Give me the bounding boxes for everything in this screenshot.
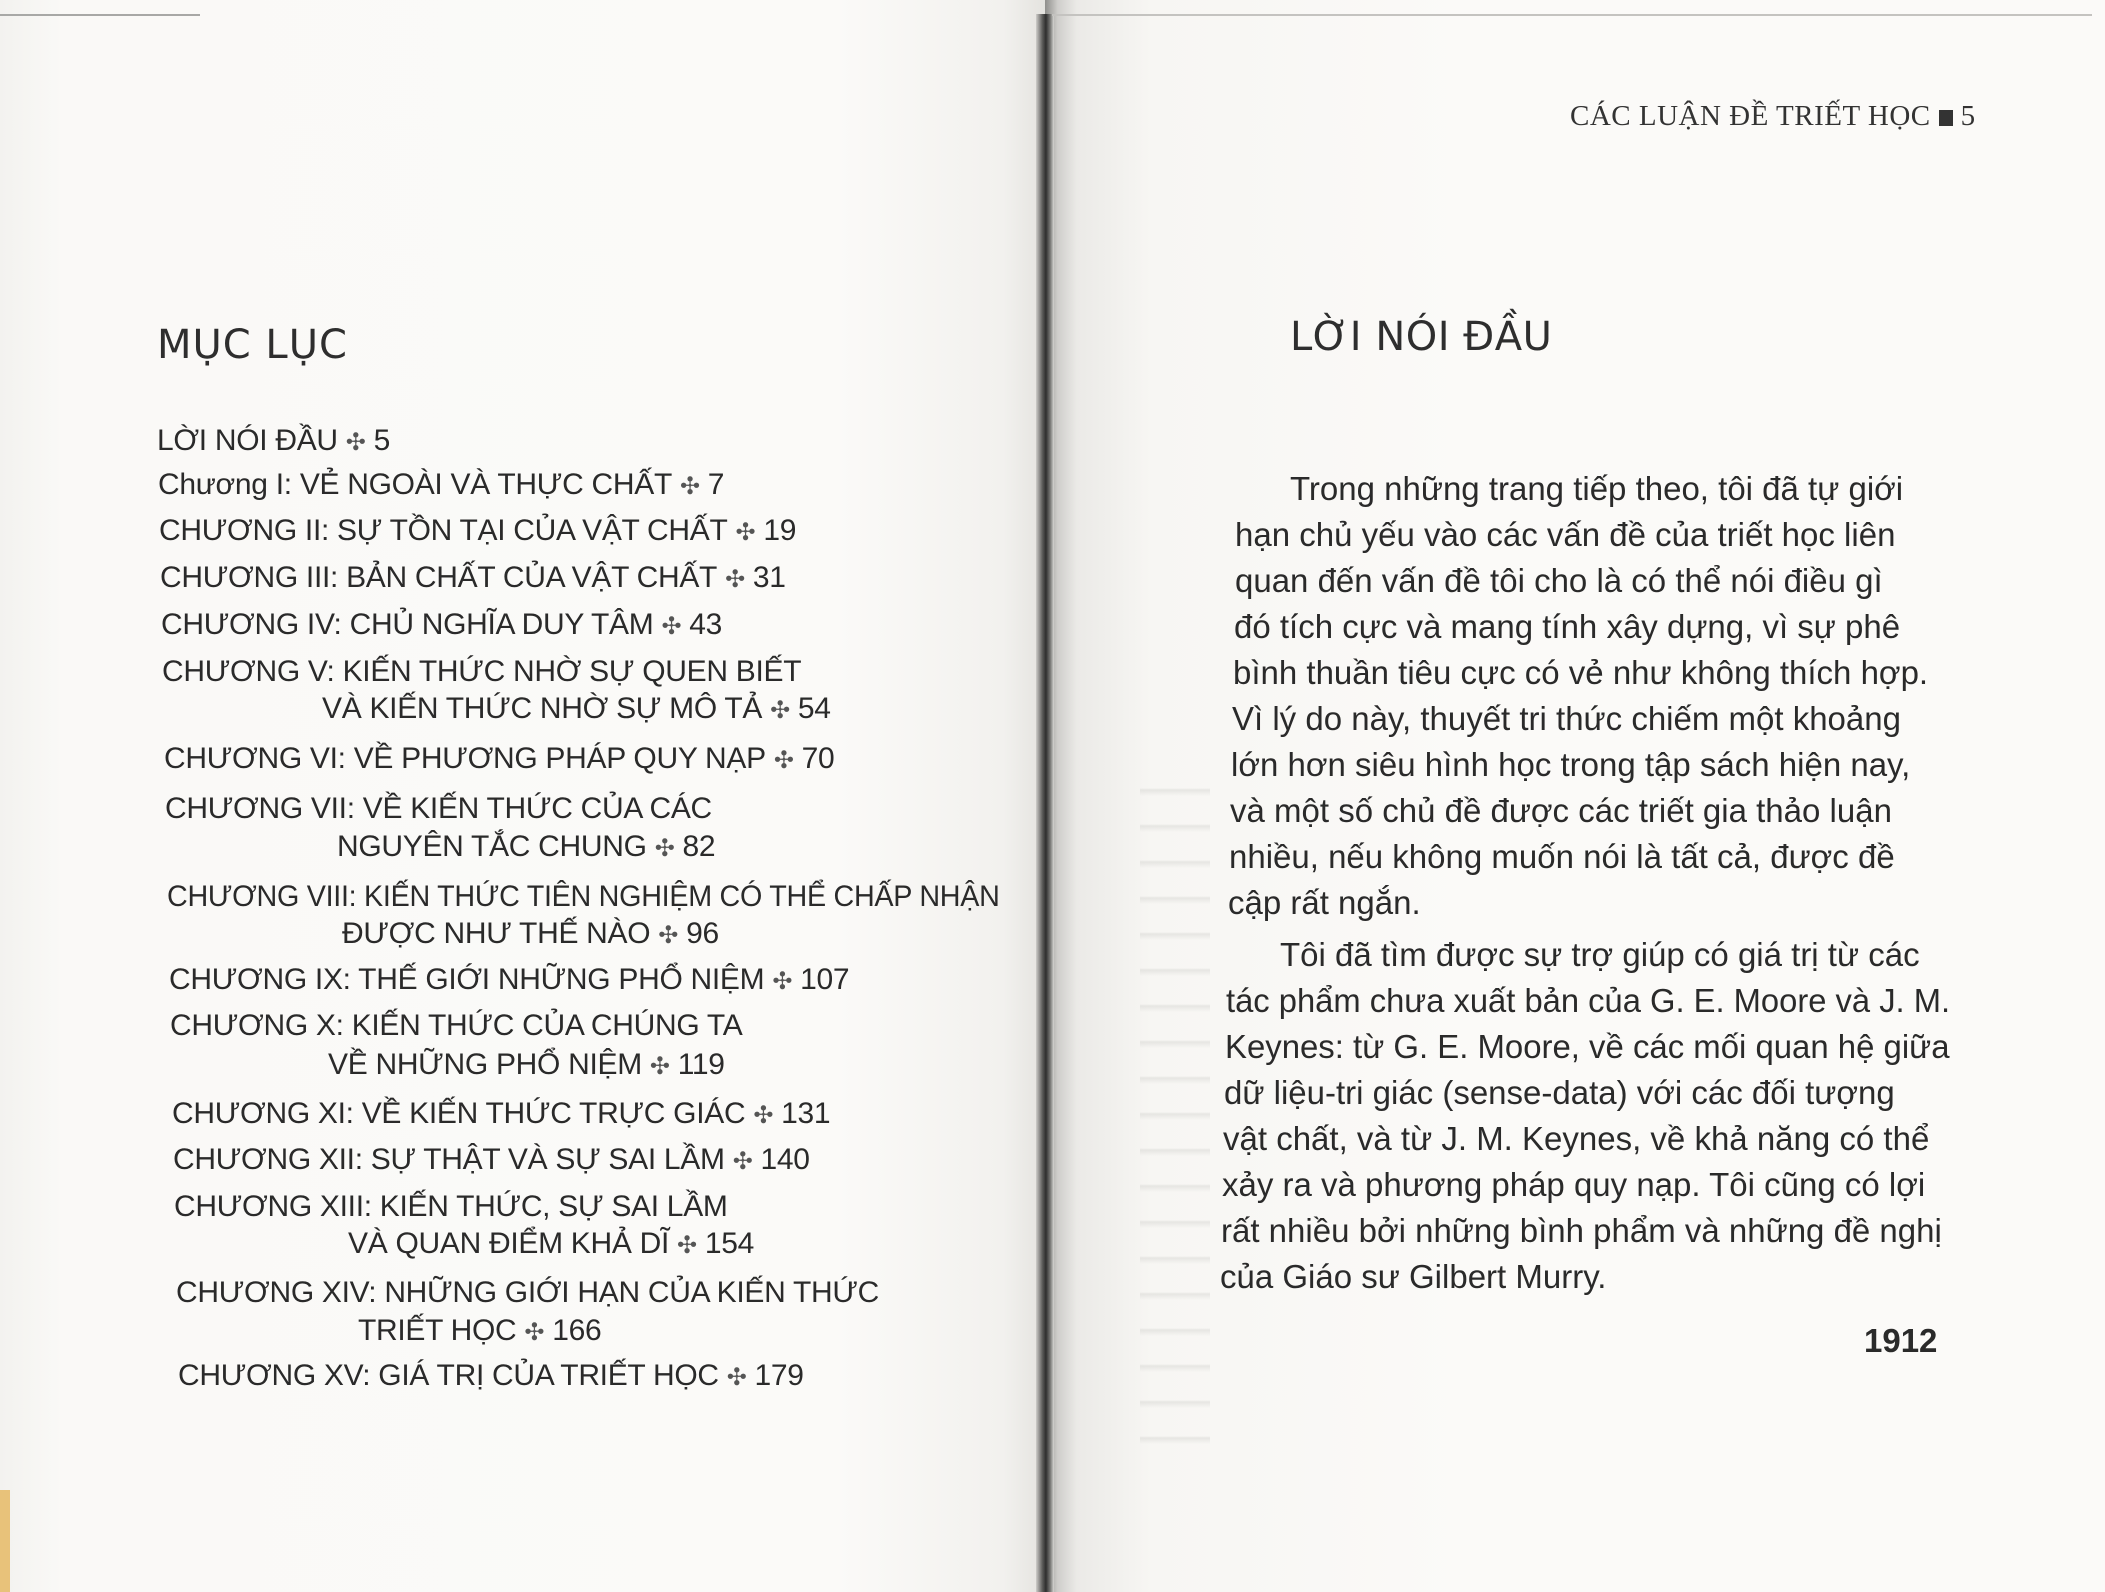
ornament-icon: ✣ xyxy=(770,697,790,724)
toc-entry-19: CHƯƠNG XIV: NHỮNG GIỚI HẠN CỦA KIẾN THỨC xyxy=(176,1276,880,1309)
toc-entry-0: LỜI NÓI ĐẦU ✣ 5 xyxy=(157,424,390,457)
toc-entry-8: CHƯƠNG VII: VỀ KIẾN THỨC CỦA CÁC xyxy=(165,792,712,825)
toc-entry-4: CHƯƠNG IV: CHỦ NGHĨA DUY TÂM ✣ 43 xyxy=(161,608,723,641)
toc-entry-9: NGUYÊN TẮC CHUNG ✣ 82 xyxy=(337,830,716,863)
ornament-icon: ✣ xyxy=(524,1319,545,1346)
preface-line: đó tích cực và mang tính xây dựng, vì sự phê xyxy=(1234,608,1901,645)
preface-line: dữ liệu-tri giác (sense-data) với các đối tượng xyxy=(1224,1074,1895,1111)
preface-line: Keynes: từ G. E. Moore, về các mối quan hệ giữa xyxy=(1225,1028,1950,1065)
page-top-edge xyxy=(0,14,200,16)
preface-line: vật chất, và từ J. M. Keynes, về khả năng có thể xyxy=(1223,1120,1930,1157)
ornament-icon: ✣ xyxy=(649,1053,670,1080)
ornament-icon: ✣ xyxy=(654,835,675,862)
preface-line: lớn hơn siêu hình học trong tập sách hiện nay, xyxy=(1231,746,1911,783)
preface-line: quan đến vấn đề tôi cho là có thể nói điều gì xyxy=(1235,562,1883,599)
preface-line: tác phẩm chưa xuất bản của G. E. Moore và J. M. xyxy=(1226,982,1951,1019)
running-head: CÁC LUẬN ĐỀ TRIẾT HỌC 5 xyxy=(1570,100,1976,132)
preface-line: rất nhiều bởi những bình phẩm và những đề nghị xyxy=(1221,1212,1942,1249)
preface-line: Vì lý do này, thuyết tri thức chiếm một khoảng xyxy=(1232,700,1901,737)
ornament-icon: ✣ xyxy=(677,1232,697,1259)
ornament-icon: ✣ xyxy=(679,473,700,500)
preface-line: của Giáo sư Gilbert Murry. xyxy=(1220,1258,1607,1295)
ornament-icon: ✣ xyxy=(661,613,682,640)
cover-edge xyxy=(0,1490,10,1592)
toc-entry-13: CHƯƠNG X: KIẾN THỨC CỦA CHÚNG TA xyxy=(170,1009,743,1042)
preface-title: LỜI NÓI ĐẦU xyxy=(1290,314,1553,360)
toc-entry-17: CHƯƠNG XIII: KIẾN THỨC, SỰ SAI LẦM xyxy=(174,1190,728,1223)
ornament-icon: ✣ xyxy=(772,968,793,995)
toc-entry-7: CHƯƠNG VI: VỀ PHƯƠNG PHÁP QUY NẠP ✣ 70 xyxy=(164,742,835,775)
book-gutter xyxy=(1036,14,1054,1592)
toc-entry-5: CHƯƠNG V: KIẾN THỨC NHỜ SỰ QUEN BIẾT xyxy=(162,655,802,688)
toc-entry-16: CHƯƠNG XII: SỰ THẬT VÀ SỰ SAI LẦM ✣ 140 xyxy=(173,1143,810,1176)
toc-entry-3: CHƯƠNG III: BẢN CHẤT CỦA VẬT CHẤT ✣ 31 xyxy=(160,561,786,594)
toc-entry-14: VỀ NHỮNG PHỔ NIỆM ✣ 119 xyxy=(328,1048,725,1081)
preface-line: nhiều, nếu không muốn nói là tất cả, được đề xyxy=(1229,838,1895,875)
ornament-icon: ✣ xyxy=(732,1148,753,1175)
ornament-icon: ✣ xyxy=(726,1364,747,1391)
ornament-icon: ✣ xyxy=(725,566,745,593)
toc-entry-20: TRIẾT HỌC ✣ 166 xyxy=(358,1314,602,1347)
preface-line: bình thuần tiêu cực có vẻ như không thích hợp. xyxy=(1233,654,1929,691)
toc-title: MỤC LỤC xyxy=(157,322,348,368)
preface-line: xảy ra và phương pháp quy nạp. Tôi cũng có lợi xyxy=(1222,1166,1926,1203)
page-number: 5 xyxy=(1960,100,1976,132)
ornament-icon: ✣ xyxy=(658,922,679,949)
page-top-edge-right xyxy=(1052,14,2092,16)
toc-entry-21: CHƯƠNG XV: GIÁ TRỊ CỦA TRIẾT HỌC ✣ 179 xyxy=(178,1359,804,1392)
preface-line: và một số chủ đề được các triết gia thảo luận xyxy=(1230,792,1892,829)
preface-line: Tôi đã tìm được sự trợ giúp có giá trị từ các xyxy=(1280,936,1920,973)
preface-line: Trong những trang tiếp theo, tôi đã tự giới xyxy=(1290,470,1904,507)
toc-entry-1: Chương I: VẺ NGOÀI VÀ THỰC CHẤT ✣ 7 xyxy=(158,468,725,501)
toc-entry-18: VÀ QUAN ĐIỂM KHẢ DĨ ✣ 154 xyxy=(348,1227,754,1260)
toc-entry-2: CHƯƠNG II: SỰ TỒN TẠI CỦA VẬT CHẤT ✣ 19 xyxy=(159,514,797,547)
square-bullet-icon xyxy=(1939,110,1953,126)
toc-entry-15: CHƯƠNG XI: VỀ KIẾN THỨC TRỰC GIÁC ✣ 131 xyxy=(172,1097,831,1130)
ornament-icon: ✣ xyxy=(753,1102,774,1129)
preface-line: hạn chủ yếu vào các vấn đề của triết học liên xyxy=(1235,516,1896,553)
ornament-icon: ✣ xyxy=(345,429,366,456)
toc-entry-10: CHƯƠNG VIII: KIẾN THỨC TIÊN NGHIỆM CÓ THỂ CHẤP NHẬN xyxy=(167,880,1000,913)
toc-entry-12: CHƯƠNG IX: THẾ GIỚI NHỮNG PHỔ NIỆM ✣ 107 xyxy=(169,963,850,996)
show-through-text xyxy=(1140,760,1210,1460)
ornament-icon: ✣ xyxy=(773,747,794,774)
preface-line: cập rất ngắn. xyxy=(1228,884,1421,921)
ornament-icon: ✣ xyxy=(735,519,756,546)
toc-entry-11: ĐƯỢC NHƯ THẾ NÀO ✣ 96 xyxy=(342,917,719,950)
toc-entry-6: VÀ KIẾN THỨC NHỜ SỰ MÔ TẢ ✣ 54 xyxy=(322,692,831,725)
preface-year: 1912 xyxy=(1864,1322,1938,1359)
